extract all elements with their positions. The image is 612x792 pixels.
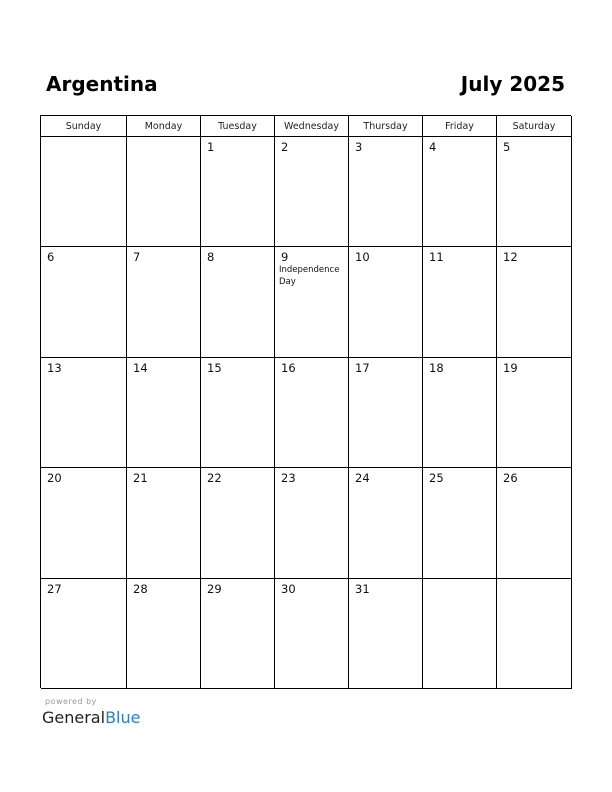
day-number: 14: [133, 361, 148, 375]
day-number: 31: [355, 582, 370, 596]
day-number: 10: [355, 250, 370, 264]
day-cell: [275, 468, 349, 579]
day-number: 1: [207, 140, 215, 154]
day-cell: [497, 137, 572, 247]
day-cell: [349, 579, 423, 689]
day-number: 21: [133, 471, 148, 485]
day-number: 19: [503, 361, 518, 375]
day-cell: [423, 468, 497, 579]
day-number: 26: [503, 471, 518, 485]
day-cell: [349, 358, 423, 468]
brand-general-text: General: [42, 708, 106, 727]
day-cell: [275, 358, 349, 468]
weekday-header-wednesday: Wednesday: [275, 116, 349, 137]
generalblue-logo[interactable]: [42, 708, 140, 728]
day-cell: [127, 137, 201, 247]
day-number: 4: [429, 140, 437, 154]
day-number: 25: [429, 471, 444, 485]
day-number: 2: [281, 140, 289, 154]
day-cell: [201, 358, 275, 468]
weekday-header-thursday: Thursday: [349, 116, 423, 137]
weekday-header-tuesday: Tuesday: [201, 116, 275, 137]
day-cell: [127, 358, 201, 468]
weekday-header-friday: Friday: [423, 116, 497, 137]
day-cell: [275, 247, 349, 358]
day-cell: [41, 137, 127, 247]
day-cell: [275, 137, 349, 247]
day-number: 9: [281, 250, 289, 264]
day-number: 7: [133, 250, 141, 264]
day-number: 3: [355, 140, 363, 154]
day-number: 12: [503, 250, 518, 264]
weekday-header-sunday: Sunday: [41, 116, 127, 137]
country-title: Argentina: [46, 72, 158, 96]
day-cell: [423, 579, 497, 689]
day-cell: [423, 358, 497, 468]
day-number: 15: [207, 361, 222, 375]
day-number: 18: [429, 361, 444, 375]
day-cell: [497, 468, 572, 579]
day-cell: [127, 247, 201, 358]
day-cell: [349, 468, 423, 579]
day-number: 30: [281, 582, 296, 596]
day-cell: [423, 247, 497, 358]
day-number: 8: [207, 250, 215, 264]
day-number: 6: [47, 250, 55, 264]
day-cell: [201, 579, 275, 689]
day-cell: [201, 247, 275, 358]
weekday-header-saturday: Saturday: [497, 116, 572, 137]
day-cell: [41, 358, 127, 468]
powered-by-label: powered by: [45, 697, 97, 706]
day-number: 23: [281, 471, 296, 485]
day-cell: [201, 468, 275, 579]
day-cell: [497, 247, 572, 358]
day-cell: [201, 137, 275, 247]
day-number: 22: [207, 471, 222, 485]
day-number: 29: [207, 582, 222, 596]
day-cell: [497, 579, 572, 689]
month-year-title: July 2025: [460, 72, 565, 96]
day-cell: [349, 137, 423, 247]
day-number: 28: [133, 582, 148, 596]
day-number: 5: [503, 140, 511, 154]
footer-branding: [42, 697, 140, 728]
day-cell: [41, 579, 127, 689]
holiday-label: Independence Day: [279, 265, 340, 287]
day-number: 11: [429, 250, 444, 264]
brand-blue-text: Blue: [105, 708, 141, 727]
day-cell: [349, 247, 423, 358]
weekday-header-monday: Monday: [127, 116, 201, 137]
calendar-grid: [40, 115, 571, 688]
day-cell: [275, 579, 349, 689]
day-number: 20: [47, 471, 62, 485]
day-cell: [41, 247, 127, 358]
day-cell: [497, 358, 572, 468]
weekday-header-row: [41, 116, 571, 137]
day-number: 17: [355, 361, 370, 375]
day-number: 27: [47, 582, 62, 596]
day-cell: [127, 579, 201, 689]
day-number: 13: [47, 361, 62, 375]
day-cell: [423, 137, 497, 247]
day-number: 24: [355, 471, 370, 485]
day-cell: [41, 468, 127, 579]
day-number: 16: [281, 361, 296, 375]
day-cell: [127, 468, 201, 579]
